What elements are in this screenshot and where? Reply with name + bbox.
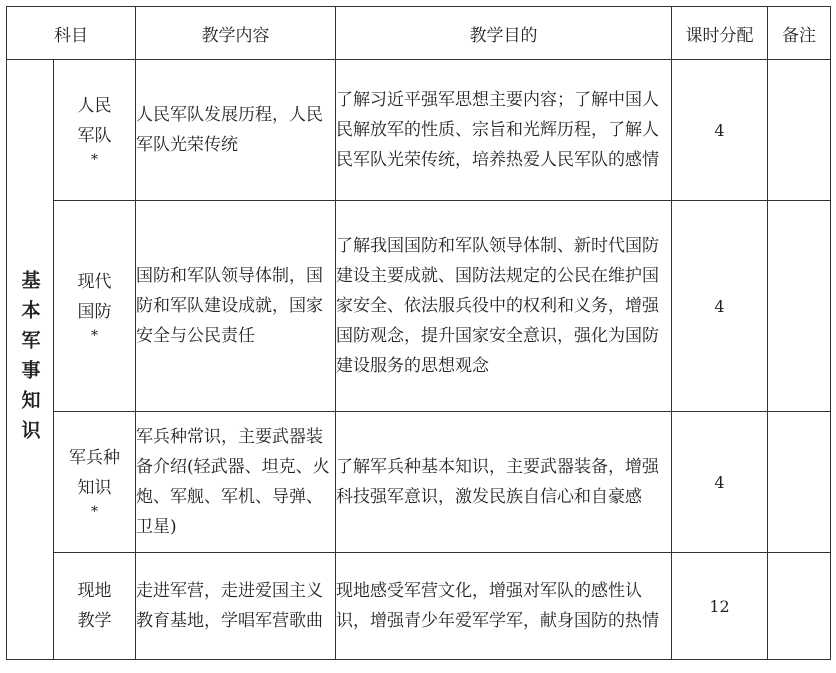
subject-line-1: 现代	[77, 272, 112, 292]
content-cell: 人民军队发展历程，人民军队光荣传统	[136, 60, 336, 201]
goal-cell: 了解军兵种基本知识，主要武器装备，增强科技强军意识，激发民族自信心和自豪感	[336, 412, 672, 553]
header-content: 教学内容	[136, 7, 336, 60]
subject-mark: *	[91, 152, 98, 168]
subject-line-2: 知识	[77, 478, 112, 498]
goal-cell: 了解习近平强军思想主要内容；了解中国人民解放军的性质、宗旨和光辉历程，了解人民军队光荣传统，培养热爱人民军队的感情	[336, 60, 672, 201]
subject-line-2: 军队	[77, 126, 112, 146]
hours-cell: 12	[672, 553, 768, 660]
subject-line-1: 军兵种	[69, 448, 120, 468]
subject-line-2: 国防	[77, 302, 112, 322]
subject-cell	[54, 553, 136, 660]
remark-cell	[768, 60, 831, 201]
hours-cell: 4	[672, 412, 768, 553]
category-cell: 基本军事知识	[7, 60, 54, 660]
subject-cell	[54, 412, 136, 553]
content-cell: 国防和军队领导体制，国防和军队建设成就，国家安全与公民责任	[136, 201, 336, 412]
header-hours: 课时分配	[672, 7, 768, 60]
hours-cell: 4	[672, 60, 768, 201]
table-row	[7, 201, 831, 412]
subject-line-1: 人民	[77, 96, 112, 116]
goal-cell: 现地感受军营文化，增强对军队的感性认识，增强青少年爱军学军，献身国防的热情	[336, 553, 672, 660]
subject-cell	[54, 201, 136, 412]
content-cell: 走进军营，走进爱国主义教育基地，学唱军营歌曲	[136, 553, 336, 660]
curriculum-table	[6, 6, 831, 660]
table-row	[7, 553, 831, 660]
remark-cell	[768, 412, 831, 553]
goal-cell: 了解我国国防和军队领导体制、新时代国防建设主要成就、国防法规定的公民在维护国家安全、依法服兵役中的权利和义务，增强国防观念，提升国家安全意识，强化为国防建设服务的思想观念	[336, 201, 672, 412]
subject-mark: *	[91, 504, 98, 520]
subject-line-1: 现地	[77, 581, 112, 601]
header-goal: 教学目的	[336, 7, 672, 60]
header-subject: 科目	[7, 7, 136, 60]
subject-line-2: 教学	[77, 611, 112, 631]
remark-cell	[768, 553, 831, 660]
table-row	[7, 412, 831, 553]
table-row	[7, 60, 831, 201]
header-remark: 备注	[768, 7, 831, 60]
content-cell: 军兵种常识，主要武器装备介绍(轻武器、坦克、火炮、军舰、军机、导弹、卫星)	[136, 412, 336, 553]
subject-mark: *	[91, 328, 98, 344]
remark-cell	[768, 201, 831, 412]
subject-cell	[54, 60, 136, 201]
header-row	[7, 7, 831, 60]
hours-cell: 4	[672, 201, 768, 412]
